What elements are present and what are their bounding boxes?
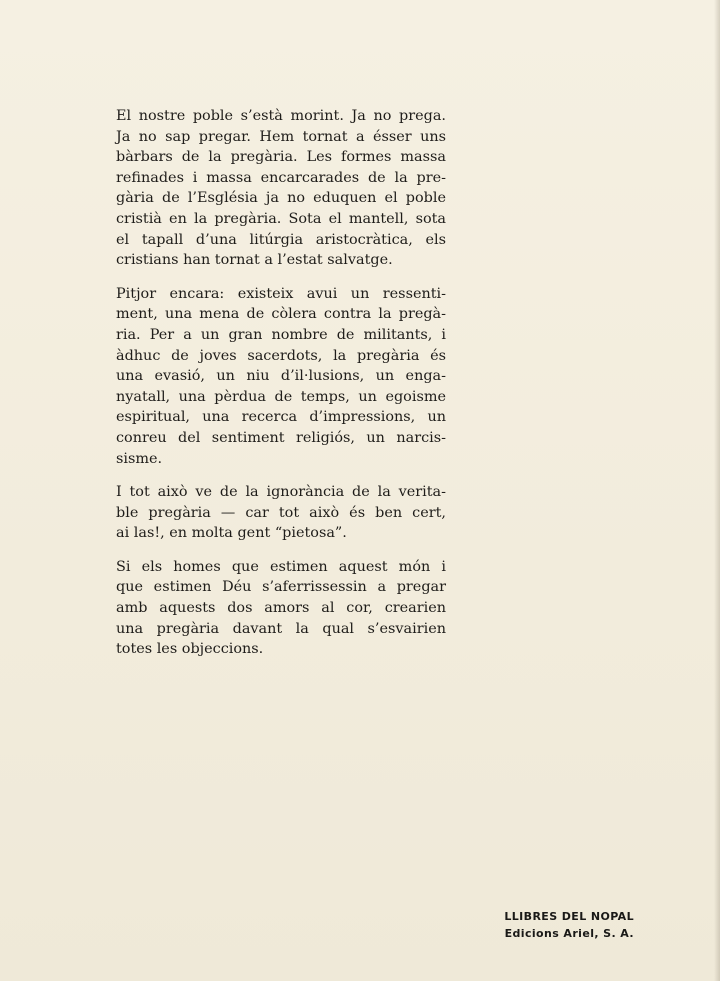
text-line: una pregària davant la qual s’esvairien [116,620,446,637]
text-line: Si els homes que estimen aquest món i [116,558,446,575]
text-line: El nostre poble s’està morint. Ja no prega. [116,108,446,124]
text-line: cristià en la pregària. Sota el mantell, sota [116,210,446,227]
page-edge-shadow [714,0,720,981]
text-line: sisme. [116,450,163,467]
text-line: cristians han tornat a l’estat salvatge. [116,252,393,269]
text-line: refinades i massa encarcarades de la pre- [116,169,446,186]
text-line: el tapall d’una litúrgia aristocràtica, els [116,231,446,248]
text-line: ria. Per a un gran nombre de militants, i [116,326,446,343]
text-line: conreu del sentiment religiós, un narcis- [116,429,446,446]
publisher-name: Edicions Ariel, S. A. [504,927,634,940]
paragraph-1 [116,106,446,271]
publisher-imprint [504,908,634,942]
text-line: I tot això ve de la ignorància de la verita- [116,484,446,501]
text-line: Ja no sap pregar. Hem tornat a ésser uns [116,128,446,145]
text-line: una evasió, un niu d’il·lusions, un enga- [116,368,446,385]
text-line: ble pregària — car tot això és ben cert, [116,504,446,521]
text-line: bàrbars de la pregària. Les formes massa [116,149,446,166]
blurb-text [116,106,446,673]
text-line: espiritual, una recerca d’impressions, un [116,409,446,426]
text-line: amb aquests dos amors al cor, crearien [116,600,446,617]
paragraph-4 [116,557,446,660]
text-line: que estimen Déu s’aferrissessin a pregar [116,579,446,596]
series-name: LLIBRES DEL NOPAL [504,910,634,923]
text-line: ment, una mena de còlera contra la pregà- [116,306,446,323]
text-line: gària de l’Església ja no eduquen el poble [116,190,446,207]
text-line: totes les objeccions. [116,641,264,658]
text-line: nyatall, una pèrdua de temps, un egoisme [116,388,446,405]
text-line: Pitjor encara: existeix avui un ressenti- [116,285,446,302]
text-line: àdhuc de joves sacerdots, la pregària és [116,347,446,364]
text-line: ai las!, en molta gent “pietosa”. [116,525,347,542]
paragraph-3 [116,482,446,544]
paragraph-2 [116,284,446,469]
